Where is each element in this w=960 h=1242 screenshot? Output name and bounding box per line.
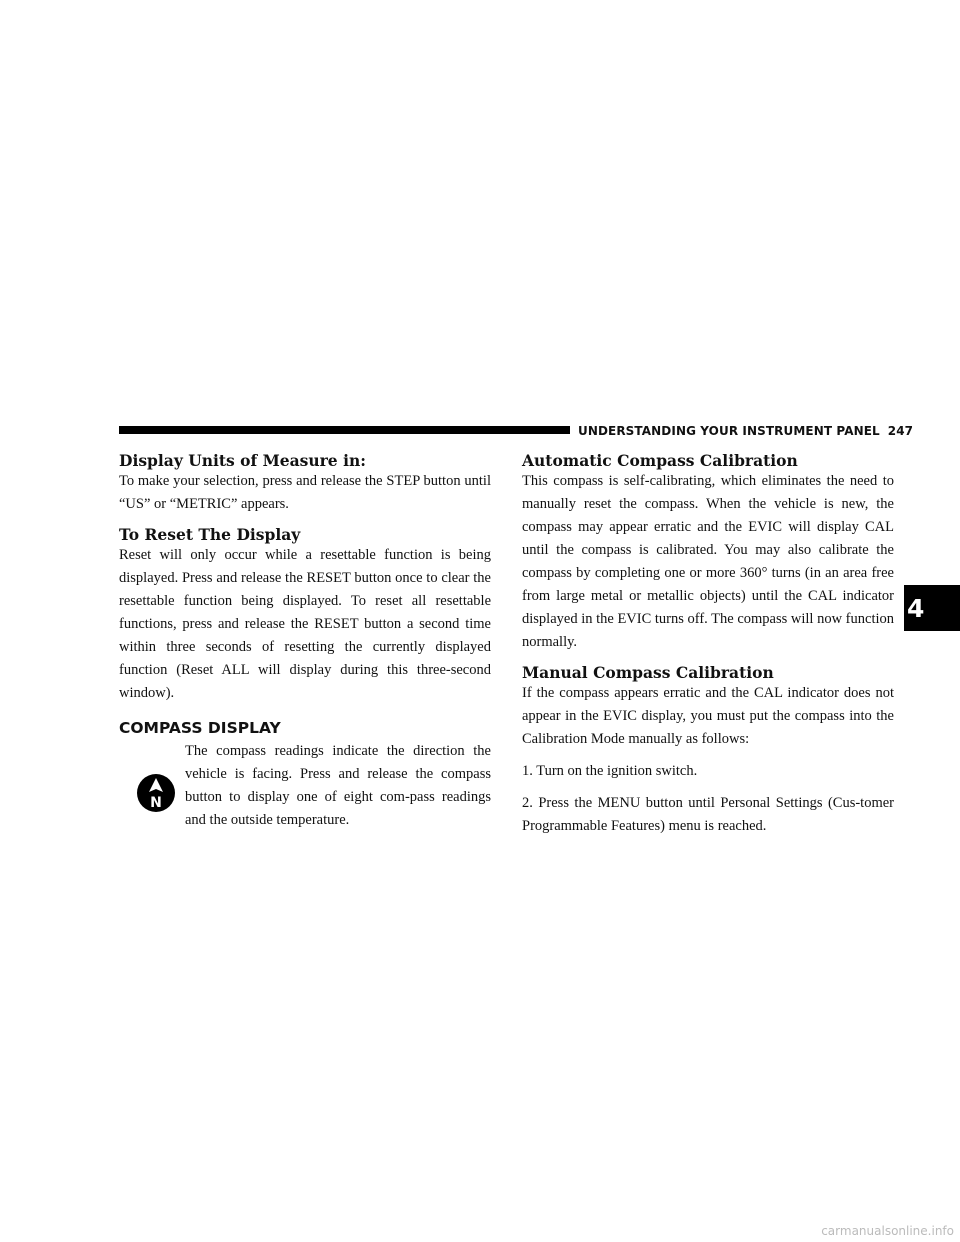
watermark: carmanualsonline.info bbox=[821, 1224, 954, 1238]
chapter-number: 4 bbox=[907, 593, 925, 623]
paragraph-compass-display: The compass readings indicate the direction the vehicle is facing. Press and release the compass button to display one of eight com-pass readings and the outside temperature. bbox=[185, 743, 491, 828]
heading-manual-calibration: Manual Compass Calibration bbox=[522, 663, 774, 682]
compass-block bbox=[119, 740, 491, 832]
page-number: 247 bbox=[887, 424, 914, 438]
right-column bbox=[522, 451, 894, 838]
header-rule bbox=[119, 426, 570, 434]
step-2: 2. Press the MENU button until Personal Settings (Cus-tomer Programmable Features) menu is reached. bbox=[522, 795, 894, 834]
paragraph-auto-calibration: This compass is self-calibrating, which eliminates the need to manually reset the compass. When the vehicle is new, the compass may appear erratic and the EVIC will display CAL until the compass is calibrated. You may also calibrate the compass by completing one or more 360° turns (in an area free from large metal or metallic objects) until the CAL indicator displayed in the EVIC turns off. The compass will now function normally. bbox=[522, 473, 894, 650]
step-1: 1. Turn on the ignition switch. bbox=[522, 763, 698, 779]
paragraph-reset-display: Reset will only occur while a resettable function is being displayed. Press and release the RESET button once to clear the resettable function being displayed. To reset all resettable functions, press and release the RESET button a second time within three seconds of resetting the currently displayed function (Reset ALL will display during this three-second window). bbox=[119, 547, 491, 701]
paragraph-manual-calibration: If the compass appears erratic and the CAL indicator does not appear in the EVIC display, you must put the compass into the Calibration Mode manually as follows: bbox=[522, 685, 894, 747]
header-title: UNDERSTANDING YOUR INSTRUMENT PANEL bbox=[578, 424, 880, 438]
left-column bbox=[119, 451, 491, 832]
paragraph-display-units: To make your selection, press and release the STEP button until “US” or “METRIC” appears. bbox=[119, 473, 491, 512]
heading-compass-display: COMPASS DISPLAY bbox=[119, 719, 281, 737]
compass-north-icon bbox=[136, 773, 176, 813]
heading-auto-calibration: Automatic Compass Calibration bbox=[522, 451, 798, 470]
running-header bbox=[578, 424, 914, 438]
heading-reset-display: To Reset The Display bbox=[119, 525, 301, 544]
svg-text:N: N bbox=[150, 795, 162, 811]
chapter-tab bbox=[904, 585, 960, 631]
heading-display-units: Display Units of Measure in: bbox=[119, 451, 366, 470]
